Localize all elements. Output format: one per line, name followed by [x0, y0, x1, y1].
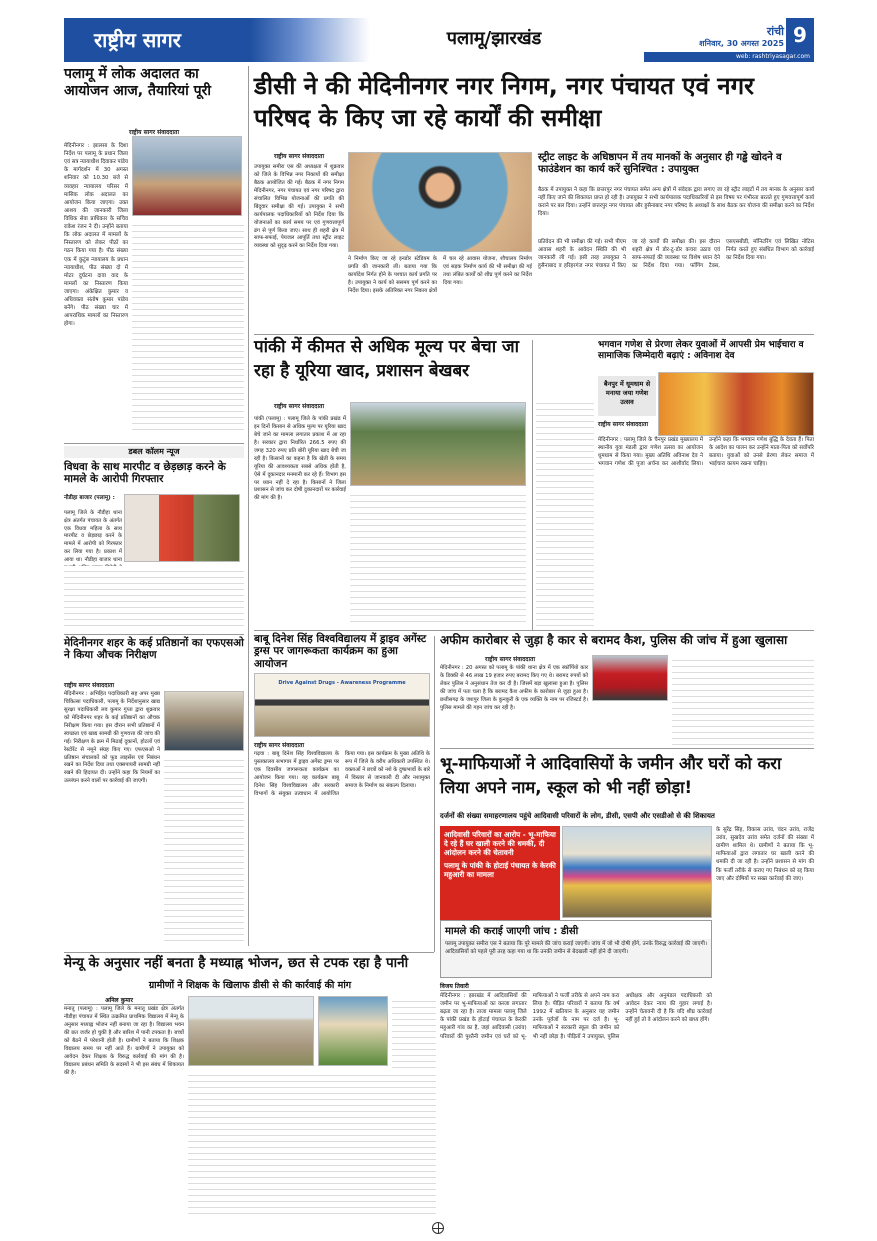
urea-right-column [536, 398, 594, 626]
masthead-logo-block [64, 18, 250, 62]
opium-photo [592, 655, 668, 701]
urea-byline: राष्ट्रीय सागर संवाददाता [273, 403, 324, 410]
widow-headline: विधवा के साथ मारपीट व छेड़छाड़ करने के मामले के आरोपी गिरफ्तार [64, 461, 226, 486]
page-number: 9 [786, 18, 814, 52]
land-byline: विजय तिवारी [440, 982, 530, 991]
website-label: web: rashtriyasagar.com [644, 52, 814, 62]
widow-body: पलामू जिले के नौडीहा थाना क्षेत्र अंतर्गत पंचायत के अंतर्गत एक विधवा महिला के साथ मारपीट व छेड़छाड़ करने के मामले में आरोपी को गिरफ्तार कर लिया गया है। प्रकाश में आया था। नौडीहा बाजार थाना [64, 510, 122, 563]
land-inset-body: पलामू उपायुक्त समीरा एस ने बताया कि पूरे मामले की जांच कराई जाएगी। जांच में जो भी दोषी होंगे, उनके विरुद्ध कार्रवाई की जाएगी। आदिवासियों को पहले पूरी तरह कहा गया था कि उनकी जमीन से बेदखली नहीं होने दी जाएगी। [445, 941, 707, 956]
land-headline: भू-माफियाओं ने आदिवासियों के जमीन और घरों को करा लिया अपने नाम, स्कूल को भी नहीं छोड़ा! [440, 754, 782, 797]
urea-photo [350, 402, 526, 486]
land-photo [562, 826, 712, 918]
column-rule [248, 66, 249, 946]
story-widow [64, 446, 244, 632]
story-urea [254, 336, 526, 628]
mdm-byline: अनिल कुमार [64, 996, 174, 1005]
divider [64, 443, 244, 444]
lead-byline: राष्ट्रीय सागर संवाददाता [273, 153, 324, 160]
mdm-body: मनातू (पलामू) : पलामू जिले के मनातू प्रखंड क्षेत्र अंतर्गत नौडीहा पंचायत में स्थित उत्क्रमित प्राथमिक विद्यालय में मेन्यू के अनुसार मध्याह्न भोजन नहीं बनाया जा रहा है। विद्यालय भवन की छत जर्जर हो चुकी है और बारिश में पानी टपकता है। बच्चों को बैठने में परेशानी होती है। ग्रामीणों ने बताया कि शिक्षक विद्यालय समय पर नहीं आते हैं। ग्रामीणों ने उपायुक्त को आवेदन देकर शिक्षक के विरुद्ध कार्रवाई की मांग की है। विद्यालय प्रबंधन समिति के सदस्यों ने भी इस संबंध में शिकायत की है। [64, 1006, 184, 1076]
city-label: रांची [766, 25, 784, 38]
fso-body: मेदिनीनगर : अभिहित पदाधिकारी सह अपर मुख्य चिकित्सा पदाधिकारी, पलामू के निर्देशानुसार खाद्य सुरक्षा पदाधिकारी लव कुमार गुप्ता द्वारा शुक्रवार को मेदिनीनगर शहर के कई प्रतिष्ठानों का औचक निरीक्षण किया गया। इस दौरान सभी प्रतिष्ठानों में स्वच्छता एवं खाद्य सामग्री की गुणवत्ता की जांच की गई। निरीक्षण के क्रम में मिठाई दुकानों, होटलों एवं रेस्टोरेंट से नमूने संग्रह किए गए। एफएसओ ने प्रतिष्ठान संचालकों को फूड लाइसेंस एवं निबंधन रखने का निर्देश दिया तथा एक्सपायरी सामग्री नहीं रखने की हिदायत दी। उन्होंने कहा कि नियमों का उल्लंघन करने वालों पर कार्रवाई की जाएगी। [64, 691, 160, 785]
street-light-body-2: प्रतिवेदन की भी समीक्षा की गई। सभी पीएम आवास शहरी के आवेदन स्थिति की भी जानकारी ली गई। इसी तरह उपायुक्त ने हुसैनाबाद व हरिहरगंज नगर पंचायत में किए जा रहे कार्यों की समीक्षा की। इस दौरान शहरी क्षेत्र में डोर-टू-डोर कचरा उठाव एवं साफ-सफाई की व्यवस्था पर विशेष ध्यान देने का निर्देश दिया गया। फॉगिंग टैक्स, एसएसबीडी, मॉनिटरिंग एवं लिखित नोटिस निर्गत करते हुए संबंधित विभाग को कार्रवाई का निर्देश दिया गया। [538, 239, 814, 270]
fso-photo [164, 691, 244, 751]
column-rule [532, 340, 533, 630]
babu-body: गढ़वा : बाबू दिनेश सिंह विश्वविद्यालय के पुस्तकालय सभागार में ड्राइव अगेंस्ट ड्रग्स पर एक दिवसीय जागरूकता कार्यक्रम का आयोजन किया गया। यह कार्यक्रम बाबू दिनेश सिंह विश्वविद्यालय और सरकारी विभागों के संयुक्त तत्वाधान में आयोजित किया गया। इस कार्यक्रम के मुख्य अतिथि के रूप में जिले के वरीय अधिकारी उपस्थित थे। वक्ताओं ने छात्रों को नशे के दुष्प्रभावों के बारे में विस्तार से जानकारी दी और नशामुक्त समाज के निर्माण का संकल्प दिलाया। [254, 751, 431, 797]
fso-byline: राष्ट्रीय सागर संवाददाता [64, 682, 115, 689]
land-body: मेदिनीनगर : झारखंड में आदिवासियों की जमीन पर भू-माफियाओं का कब्जा लगातार बढ़ता जा रहा है। ताजा मामला पलामू जिले के पांकी प्रखंड के होटाई पंचायत के केरकी महुआरी गांव का है, जहां आदिवासी (उरांव) परिवारों की पुश्तैनी जमीन एवं घरों को भू-माफियाओं ने फर्जी तरीके से अपने नाम करा लिया है। पीड़ित परिवारों ने बताया कि वर्ष 1992 में खतियान के अनुसार यह जमीन उनके पूर्वजों के नाम पर दर्ज है। भू-माफियाओं ने सरकारी स्कूल की जमीन को भी नहीं छोड़ा है। पीड़ितों ने उपायुक्त, पुलिस अधीक्षक और अनुमंडल पदाधिकारी को आवेदन देकर न्याय की गुहार लगाई है। उन्होंने चेतावनी दी है कि यदि शीघ्र कार्रवाई नहीं हुई तो वे आंदोलन करने को बाध्य होंगे। [440, 993, 712, 1040]
divider [254, 630, 814, 631]
lok-adalat-body-cont [132, 220, 244, 435]
urea-headline: पांकी में कीमत से अधिक मूल्य पर बेचा जा रहा है यूरिया खाद, प्रशासन बेखबर [254, 337, 520, 381]
masthead [64, 18, 814, 62]
land-bullet-1: आदिवासी परिवारों का आरोप - भू-माफिया दे रहे हैं घर खाली करने की धमकी, दी आंदोलन करने की चेतावनी [444, 830, 556, 857]
widow-photo [124, 494, 240, 562]
babu-banner-text: Drive Against Drugs - Awareness Programme [278, 680, 406, 686]
ganesh-caption: बैनपुर में धूमधाम से मनाया जया गणेश उत्सव [598, 376, 656, 416]
opium-body: मेदिनीनगर : 20 अगस्त को पलामू के पांकी थाना क्षेत्र में एक स्कॉर्पियो कार के डिक्की से 46 लाख 19 हजार रुपए बरामद किए गए थे। बरामद रुपयों को लेकर पुलिस ने अनुसंधान तेज कर दी है। जिसमें बड़ा खुलासा हुआ है। पुलिस की जांच में पता चला है कि बरामद कैश अफीम के कारोबार से जुड़ा हुआ है। छत्तीसगढ़ के जशपुर जिला के कुनकुरी के एक व्यक्ति के नाम पर रजिस्टर्ड है। पुलिस मामले की गहन जांच कर रही है। [440, 665, 588, 711]
street-light-body: बैठक में उपायुक्त ने कहा कि छत्तरपुर नगर पंचायत समेत अन्य क्षेत्रों में संवेदक द्वारा लगाए जा रहे स्ट्रीट लाइटों में तय मानक के अनुसार कार्य नहीं किए जाने की शिकायत प्राप्त हो रही है। उपायुक्त ने सभी कार्यपालक पदाधिकारियों से इस विषय पर गंभीरता बरतते हुए गुणवत्तापूर्ण कार्य कराने पर बल दिया। उन्होंने छत्तरपुर नगर पंचायत और हुसैनाबाद नगर परिषद के अध्यक्षों के साथ बैठक कर योजना की समीक्षा करने का निर्देश दिया। [538, 187, 814, 218]
story-opium [440, 633, 814, 745]
fso-headline: मेदिनीनगर शहर के कई प्रतिष्ठानों का एफएसओ ने किया औचक निरीक्षण [64, 637, 244, 662]
date-label: शनिवार, 30 अगस्त 2025 [699, 39, 784, 48]
mdm-subhead: ग्रामीणों ने शिक्षक के खिलाफ डीसी से की कार्रवाई की मांग [148, 980, 352, 991]
urea-body: पांकी (पलामू) : पलामू जिले के पांकी प्रखंड में इन दिनों किसान से अधिक मूल्य पर यूरिया खाद बेचे जाने का मामला लगातार प्रकाश में आ रहा है। सरकार द्वारा निर्धारित 266.5 रुपए की जगह 320 रुपए प्रति बोरी यूरिया खाद बेची जा रही है। किसानों का कहना है कि खेती के समय यूरिया की आवश्यकता सबसे अधिक होती है, ऐसे में दुकानदार मनमानी कर रहे हैं। विभाग इस पर ध्यान नहीं दे रहा है। किसानों ने जिला प्रशासन से जांच कर दोषी दुकानदारों पर कार्रवाई की मांग की है। [254, 416, 347, 502]
double-column-label: डबल कॉलम न्यूज [64, 446, 244, 458]
story-fso [64, 637, 244, 947]
widow-body-full [64, 566, 244, 630]
ganesh-headline: भगवान गणेश से प्रेरणा लेकर युवाओं में आपसी प्रेम भाईचारा व सामाजिक जिम्मेदारी बढ़ाएं : अविनाश देव [598, 340, 804, 361]
divider [64, 634, 244, 635]
land-inset [440, 920, 712, 978]
ganesh-byline: राष्ट्रीय सागर संवाददाता [598, 421, 649, 428]
fso-body-cont [164, 755, 244, 941]
mdm-body-cont [188, 1070, 436, 1216]
divider [64, 952, 434, 953]
opium-body-cont [672, 655, 814, 745]
divider [440, 748, 814, 749]
story-babu-dinesh [254, 633, 430, 951]
story-lok-adalat [64, 66, 244, 441]
paper-name: राष्ट्रीय सागर [94, 28, 181, 52]
lead-body-1: उपायुक्त समीरा एस की अध्यक्षता में शुक्रवार को जिले के विभिन्न नगर निकायों की समीक्षा बैठक आयोजित की गई। बैठक में नगर निगम मेदिनीनगर, नगर पंचायत एवं नगर परिषद द्वारा संचालित विभिन्न योजनाओं की प्रगति की बिंदुवार समीक्षा की गई। उपायुक्त ने सभी कार्यपालक पदाधिकारियों को निर्देश दिया कि योजनाओं का कार्य समय पर एवं गुणवत्तापूर्ण ढंग से पूर्ण किया जाए। साथ ही शहरी क्षेत्र में साफ-सफाई, पेयजल आपूर्ति तथा स्ट्रीट लाइट व्यवस्था को सुदृढ़ करने का निर्देश दिया गया। [254, 164, 344, 250]
street-light-headline: स्ट्रीट लाइट के अधिष्ठापन में तय मानकों के अनुसार ही गड्ढे खोदने व फाउंडेशन का कार्य करें सुनिश्चित : उपायुक्त [538, 152, 782, 175]
lok-adalat-body: मेदिनीनगर : झालसा के दिशा निर्देश पर पलामू के प्रधान जिला एवं सत्र न्यायाधीश दिवाकर पांडेय के मार्गदर्शन में 30 अगस्त शनिवार को 10.30 बजे से व्यवहार न्यायालय परिसर में मासिक लोक अदालत का आयोजन किया जाएगा। उक्त आशय की जानकारी जिला विधिक सेवा प्राधिकार के सचिव राकेश रंजन ने दी। उन्होंने बताया कि लोक अदालत में मामलों के निस्तारण को लेकर पीठों का गठन किया गया है। पीठ संख्या एक में कुटुंब न्यायालय के प्रधान न्यायाधीश, पीठ संख्या दो में मोटर दुर्घटना दावा वाद के मामलों का निस्तारण किया जाएगा। अंकेक्षित कुमार व अधिवक्ता संतोष कुमार पांडेय बनेंगे। पीठ संख्या चार में आपराधिक मामलों का निस्तारण होगा। [64, 143, 128, 328]
land-subhead: दर्जनों की संख्या समाहरणालय पहुंचे आदिवासी परिवारों के लोग, डीसी, एसपी और एसडीओ से की शिकायत [440, 812, 715, 820]
lead-headline: डीसी ने की मेदिनीनगर नगर निगम, नगर पंचायत एवं नगर परिषद के किए जा रहे कार्यों की समीक्षा [254, 72, 754, 133]
lok-adalat-headline: पलामू में लोक अदालत का आयोजन आज, तैयारियां पूरी [64, 66, 211, 99]
land-right-body: के सुरेंद्र सिंह, विकास उरांव, चंदन उरांव, राजेंद्र उरांव, सुखदेव उरांव समेत दर्जनों की संख्या में ग्रामीण शामिल थे। ग्रामीणों ने बताया कि भू-माफियाओं द्वारा लगातार घर खाली करने की धमकी दी जा रही है। उन्होंने प्रशासन से मांग की कि फर्जी तरीके से कराए गए निबंधन को रद्द किया जाए और दोषियों पर सख्त कार्रवाई की जाए। [716, 827, 814, 882]
story-dc-review [254, 152, 534, 332]
column-rule [434, 636, 435, 952]
registration-mark-icon [432, 1222, 444, 1234]
babu-byline: राष्ट्रीय सागर संवाददाता [254, 742, 305, 749]
land-bullet-2: पलामू के पांकी के होटाई पंचायत के केरकी महुआरी का मामला [444, 861, 556, 879]
opium-headline: अफीम कारोबार से जुड़ा है कार से बरामद कैश, पुलिस की जांच में हुआ खुलासा [440, 633, 788, 647]
opium-byline: राष्ट्रीय सागर संवाददाता [484, 656, 535, 663]
urea-body-cont [350, 490, 526, 622]
mdm-photo-1 [188, 996, 314, 1066]
story-street-light [538, 152, 814, 332]
babu-photo [254, 673, 430, 737]
section-title: पलामू/झारखंड [446, 28, 542, 49]
mdm-headline: मेन्यू के अनुसार नहीं बनता है मध्याह्न भोजन, छत से टपक रहा है पानी [64, 955, 409, 971]
divider [254, 334, 814, 335]
masthead-pattern [250, 18, 370, 62]
lead-body-2: ने निर्माण किए जा रहे इनडोर स्टेडियम के प्रगति की जानकारी ली। बताया गया कि कार्यादेश निर्गत होने के पश्चात कार्य प्रगति पर है। उपायुक्त ने कार्य को ससमय पूर्ण करने का निर्देश दिया। इसके अतिरिक्त नगर निकाय क्षेत्रों में चल रहे आवास योजना, शौचालय निर्माण एवं सड़क निर्माण कार्य की भी समीक्षा की गई तथा लंबित कार्यों को शीघ्र पूर्ण करने का निर्देश दिया गया। [348, 256, 532, 294]
lok-adalat-byline: राष्ट्रीय सागर संवाददाता [128, 129, 179, 136]
story-ganesh [598, 340, 814, 630]
land-inset-title: मामले की कराई जाएगी जांच : डीसी [441, 921, 711, 939]
story-mid-day-meal [64, 956, 436, 1220]
babu-headline: बाबू दिनेश सिंह विश्वविद्यालय में ड्राइव अगेंस्ट ड्रग्स पर जागरूकता कार्यक्रम का हुआ आयोजन [254, 633, 427, 670]
ganesh-body: मेदिनीनगर : पलामू जिले के चैनपुर प्रखंड मुख्यालय में स्थानीय युवा मंडली द्वारा गणेश उत्सव का आयोजन धूमधाम से किया गया। मुख्य अतिथि अविनाश देव ने भगवान गणेश की पूजा अर्चना कर आशीर्वाद लिया। उन्होंने कहा कि भगवान गणेश बुद्धि के देवता हैं। पिता के आदेश का पालन कर उन्होंने माता-पिता को सर्वोपरि बताया। युवाओं को उनसे प्रेरणा लेकर समाज में भाईचारा कायम रखना चाहिए। [598, 437, 814, 468]
mdm-body-cont-right [392, 996, 436, 1068]
lead-photo-dc [348, 152, 532, 252]
widow-dateline: नौडीहा बाजार (पलामू) : [64, 495, 115, 501]
mdm-photo-2 [318, 996, 388, 1066]
lok-adalat-photo [132, 136, 242, 216]
story-land [440, 752, 814, 1220]
land-bullets-box [440, 826, 560, 924]
